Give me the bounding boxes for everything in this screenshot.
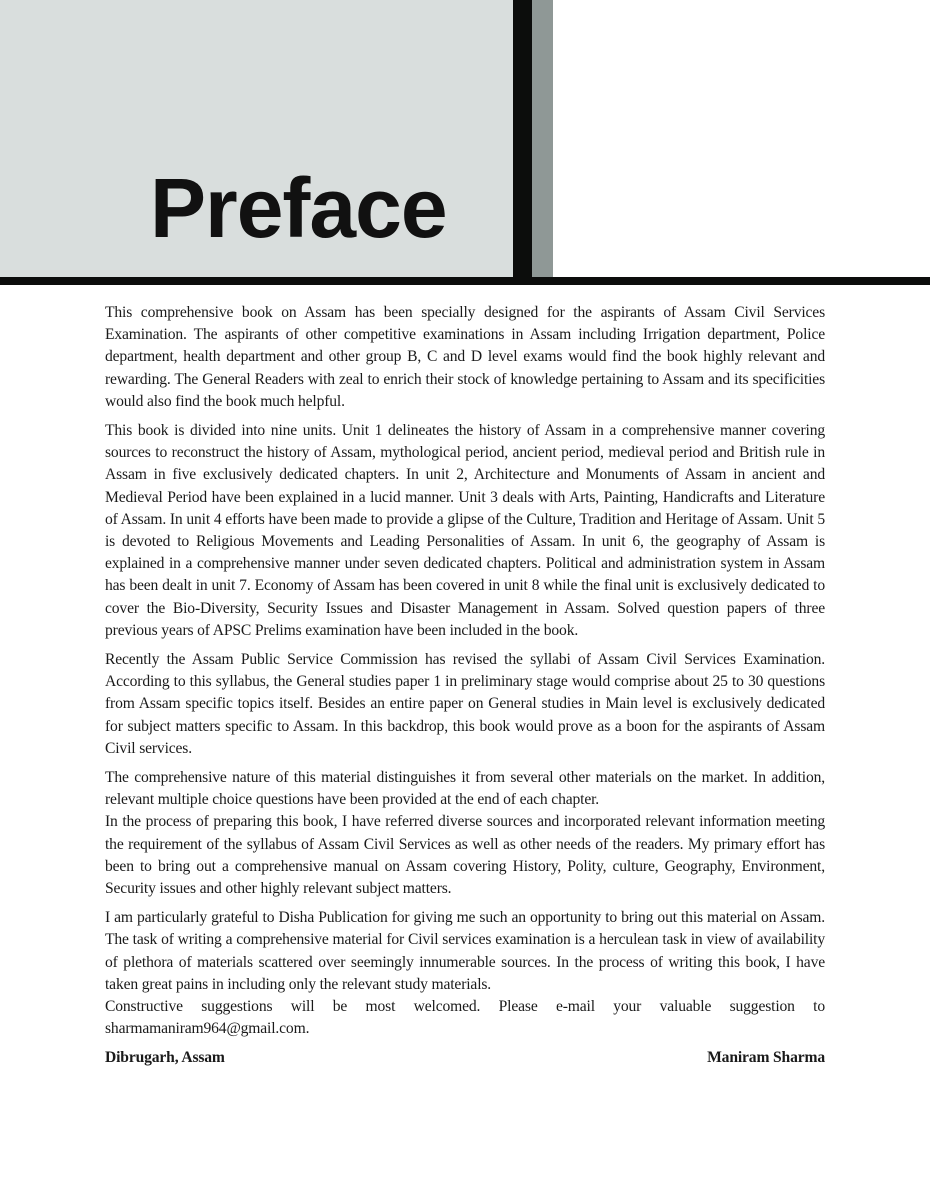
paragraph: The comprehensive nature of this material distinguishes it from several other materials on the market. In addition, relevant multiple choice questions have been provided at the end of each chapter. bbox=[105, 769, 825, 809]
page-title: Preface bbox=[150, 161, 447, 255]
header-vertical-bar-gray bbox=[532, 0, 553, 277]
paragraph: Recently the Assam Public Service Commission has revised the syllabi of Assam Civil Services Examination. According to this syllabus, the General studies paper 1 in preliminary stage would comprise about 25 to 30 questions from Assam specific topics itself. Besides an entire paper on General studies in Main level is exclusively dedicated for subject matters specific to Assam. In this backdrop, this book would prove as a boon for the aspirants of Assam Civil services. bbox=[105, 651, 825, 757]
paragraph: This book is divided into nine units. Unit 1 delineates the history of Assam in a comprehensive manner covering sources to reconstruct the history of Assam, mythological period, ancient period, medieval period and British rule in Assam in five exclusively dedicated chapters. In unit 2, Architecture and Monuments of Assam in ancient and Medieval Period have been explained in a lucid manner. Unit 3 deals with Arts, Painting, Handicrafts and Literature of Assam. In unit 4 efforts have been made to provide a glipse of the Culture, Tradition and Heritage of Assam. Unit 5 is devoted to Religious Movements and Leading Personalities of Assam. In unit 6, the geography of Assam is explained in a comprehensive manner under seven dedicated chapters. Political and administration system in Assam has been dealt in unit 7. Economy of Assam has been covered in unit 8 while the final unit is exclusively dedicated to cover the Bio-Diversity, Security Issues and Disaster Management in Assam. Solved question papers of three previous years of APSC Prelims examination have been included in the book. bbox=[105, 422, 825, 639]
signature-place: Dibrugarh, Assam bbox=[105, 1048, 225, 1066]
signature bbox=[105, 1047, 825, 1069]
signature-author: Maniram Sharma bbox=[707, 1048, 825, 1066]
preface-body bbox=[105, 302, 825, 1069]
paragraph: I am particularly grateful to Disha Publication for giving me such an opportunity to bring out this material on Assam. The task of writing a comprehensive material for Civil services examination is a herculean task in view of availability of plethora of materials scattered over seemingly innumerable sources. In the process of writing this book, I have taken great pains in including only the relevant study materials. bbox=[105, 909, 825, 993]
header-divider bbox=[0, 277, 930, 285]
paragraph: In the process of preparing this book, I have referred diverse sources and incorporated relevant information meeting the requirement of the syllabus of Assam Civil Services as well as other needs of the readers. My primary effort has been to bring out a comprehensive manual on Assam covering History, Polity, culture, Geography, Environment, Security issues and other highly relevant subject matters. bbox=[105, 813, 825, 898]
paragraph: This comprehensive book on Assam has been specially designed for the aspirants of Assam Civil Services Examination. The aspirants of other competitive examinations in Assam including Irrigation department, Police department, health department and other group B, C and D level exams would find the book highly relevant and rewarding. The General Readers with zeal to enrich their stock of knowledge pertaining to Assam and its specificities would also find the book much helpful. bbox=[105, 304, 825, 410]
paragraph: Constructive suggestions will be most welcomed. Please e-mail your valuable suggestion to sharmamaniram964@gmail.com. bbox=[105, 998, 825, 1038]
header-vertical-bar-black bbox=[513, 0, 532, 285]
